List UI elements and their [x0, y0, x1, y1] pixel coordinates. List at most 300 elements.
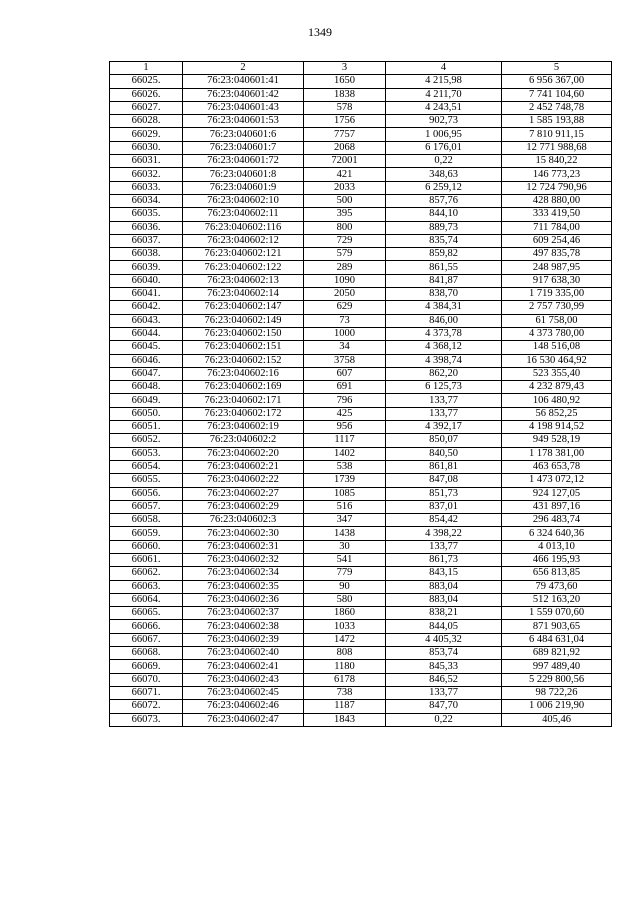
table-body [110, 75, 612, 727]
table-row [110, 155, 612, 168]
row-number-cell: 66058. [110, 514, 183, 527]
area-cell: 1187 [304, 700, 386, 713]
table-row [110, 487, 612, 500]
row-number-cell: 66034. [110, 194, 183, 207]
area-cell: 3758 [304, 354, 386, 367]
value-cell: 6 324 640,36 [502, 527, 612, 540]
rate-cell: 846,52 [386, 673, 502, 686]
table-row [110, 633, 612, 646]
table-row [110, 208, 612, 221]
value-cell: 98 722,26 [502, 686, 612, 699]
rate-cell: 844,05 [386, 620, 502, 633]
area-cell: 607 [304, 367, 386, 380]
value-cell: 146 773,23 [502, 168, 612, 181]
table-row [110, 474, 612, 487]
cadastral-number-cell: 76:23:040602:34 [183, 567, 304, 580]
cadastral-number-cell: 76:23:040602:39 [183, 633, 304, 646]
area-cell: 347 [304, 514, 386, 527]
rate-cell: 883,04 [386, 580, 502, 593]
table-row [110, 434, 612, 447]
area-cell: 1843 [304, 713, 386, 726]
row-number-cell: 66053. [110, 447, 183, 460]
rate-cell: 851,73 [386, 487, 502, 500]
area-cell: 289 [304, 261, 386, 274]
row-number-cell: 66057. [110, 500, 183, 513]
rate-cell: 0,22 [386, 713, 502, 726]
cadastral-number-cell: 76:23:040602:35 [183, 580, 304, 593]
table-row [110, 553, 612, 566]
area-cell: 800 [304, 221, 386, 234]
value-cell: 4 198 914,52 [502, 421, 612, 434]
rate-cell: 862,20 [386, 367, 502, 380]
cadastral-number-cell: 76:23:040602:151 [183, 341, 304, 354]
area-cell: 1085 [304, 487, 386, 500]
row-number-cell: 66059. [110, 527, 183, 540]
rate-cell: 133,77 [386, 407, 502, 420]
area-cell: 6178 [304, 673, 386, 686]
area-cell: 1739 [304, 474, 386, 487]
row-number-cell: 66029. [110, 128, 183, 141]
value-cell: 689 821,92 [502, 647, 612, 660]
row-number-cell: 66070. [110, 673, 183, 686]
value-cell: 1 719 335,00 [502, 288, 612, 301]
cadastral-number-cell: 76:23:040602:43 [183, 673, 304, 686]
value-cell: 296 483,74 [502, 514, 612, 527]
area-cell: 7757 [304, 128, 386, 141]
row-number-cell: 66060. [110, 540, 183, 553]
value-cell: 924 127,05 [502, 487, 612, 500]
cadastral-number-cell: 76:23:040601:53 [183, 115, 304, 128]
value-cell: 656 813,85 [502, 567, 612, 580]
value-cell: 1 585 193,88 [502, 115, 612, 128]
table-row [110, 447, 612, 460]
row-number-cell: 66051. [110, 421, 183, 434]
cadastral-number-cell: 76:23:040602:22 [183, 474, 304, 487]
table-row [110, 194, 612, 207]
value-cell: 12 771 988,68 [502, 141, 612, 154]
table-row [110, 101, 612, 114]
rate-cell: 841,87 [386, 274, 502, 287]
table-row [110, 460, 612, 473]
rate-cell: 902,73 [386, 115, 502, 128]
rate-cell: 133,77 [386, 686, 502, 699]
rate-cell: 4 398,74 [386, 354, 502, 367]
table-row [110, 274, 612, 287]
row-number-cell: 66050. [110, 407, 183, 420]
row-number-cell: 66065. [110, 607, 183, 620]
cadastral-number-cell: 76:23:040602:149 [183, 314, 304, 327]
rate-cell: 837,01 [386, 500, 502, 513]
table-row [110, 700, 612, 713]
rate-cell: 843,15 [386, 567, 502, 580]
table-row [110, 527, 612, 540]
rate-cell: 861,73 [386, 553, 502, 566]
value-cell: 61 758,00 [502, 314, 612, 327]
cadastral-number-cell: 76:23:040601:8 [183, 168, 304, 181]
area-cell: 516 [304, 500, 386, 513]
table-row [110, 713, 612, 726]
value-cell: 609 254,46 [502, 234, 612, 247]
rate-cell: 861,81 [386, 460, 502, 473]
cadastral-number-cell: 76:23:040602:169 [183, 381, 304, 394]
value-cell: 428 880,00 [502, 194, 612, 207]
table-row [110, 327, 612, 340]
table-row [110, 580, 612, 593]
rate-cell: 348,63 [386, 168, 502, 181]
rate-cell: 4 398,22 [386, 527, 502, 540]
row-number-cell: 66068. [110, 647, 183, 660]
area-cell: 30 [304, 540, 386, 553]
value-cell: 2 757 730,99 [502, 301, 612, 314]
value-cell: 12 724 790,96 [502, 181, 612, 194]
header-row [110, 62, 612, 75]
cadastral-number-cell: 76:23:040602:13 [183, 274, 304, 287]
table-row [110, 500, 612, 513]
table-row [110, 248, 612, 261]
cadastral-number-cell: 76:23:040602:19 [183, 421, 304, 434]
area-cell: 1838 [304, 88, 386, 101]
cadastral-number-cell: 76:23:040602:40 [183, 647, 304, 660]
area-cell: 779 [304, 567, 386, 580]
table-row [110, 234, 612, 247]
rate-cell: 883,04 [386, 593, 502, 606]
rate-cell: 857,76 [386, 194, 502, 207]
row-number-cell: 66072. [110, 700, 183, 713]
table-row [110, 593, 612, 606]
value-cell: 871 903,65 [502, 620, 612, 633]
table-row [110, 394, 612, 407]
cadastral-number-cell: 76:23:040602:172 [183, 407, 304, 420]
area-cell: 1117 [304, 434, 386, 447]
cadastral-number-cell: 76:23:040601:7 [183, 141, 304, 154]
table-row [110, 540, 612, 553]
cadastral-number-cell: 76:23:040602:38 [183, 620, 304, 633]
table-row [110, 75, 612, 88]
table-row [110, 88, 612, 101]
table-row [110, 168, 612, 181]
row-number-cell: 66061. [110, 553, 183, 566]
area-cell: 1033 [304, 620, 386, 633]
area-cell: 2050 [304, 288, 386, 301]
row-number-cell: 66025. [110, 75, 183, 88]
rate-cell: 4 211,70 [386, 88, 502, 101]
area-cell: 90 [304, 580, 386, 593]
rate-cell: 4 405,32 [386, 633, 502, 646]
row-number-cell: 66071. [110, 686, 183, 699]
table-row [110, 301, 612, 314]
row-number-cell: 66041. [110, 288, 183, 301]
table-row [110, 288, 612, 301]
table-row [110, 141, 612, 154]
area-cell: 729 [304, 234, 386, 247]
rate-cell: 1 006,95 [386, 128, 502, 141]
cadastral-number-cell: 76:23:040602:47 [183, 713, 304, 726]
table-row [110, 686, 612, 699]
cadastral-number-cell: 76:23:040601:42 [183, 88, 304, 101]
row-number-cell: 66027. [110, 101, 183, 114]
area-cell: 738 [304, 686, 386, 699]
table-row [110, 647, 612, 660]
area-cell: 956 [304, 421, 386, 434]
row-number-cell: 66066. [110, 620, 183, 633]
cadastral-number-cell: 76:23:040602:116 [183, 221, 304, 234]
table-row [110, 128, 612, 141]
area-cell: 421 [304, 168, 386, 181]
cadastral-number-cell: 76:23:040602:16 [183, 367, 304, 380]
cadastral-number-cell: 76:23:040602:37 [183, 607, 304, 620]
value-cell: 4 373 780,00 [502, 327, 612, 340]
value-cell: 405,46 [502, 713, 612, 726]
rate-cell: 835,74 [386, 234, 502, 247]
area-cell: 395 [304, 208, 386, 221]
area-cell: 1472 [304, 633, 386, 646]
value-cell: 79 473,60 [502, 580, 612, 593]
value-cell: 512 163,20 [502, 593, 612, 606]
column-header: 1 [110, 62, 183, 75]
cadastral-number-cell: 76:23:040602:3 [183, 514, 304, 527]
area-cell: 541 [304, 553, 386, 566]
rate-cell: 846,00 [386, 314, 502, 327]
row-number-cell: 66028. [110, 115, 183, 128]
area-cell: 2033 [304, 181, 386, 194]
cadastral-number-cell: 76:23:040602:11 [183, 208, 304, 221]
rate-cell: 854,42 [386, 514, 502, 527]
value-cell: 7 741 104,60 [502, 88, 612, 101]
cadastral-number-cell: 76:23:040602:36 [183, 593, 304, 606]
area-cell: 691 [304, 381, 386, 394]
value-cell: 1 559 070,60 [502, 607, 612, 620]
row-number-cell: 66040. [110, 274, 183, 287]
area-cell: 579 [304, 248, 386, 261]
value-cell: 1 178 381,00 [502, 447, 612, 460]
cadastral-number-cell: 76:23:040601:72 [183, 155, 304, 168]
rate-cell: 133,77 [386, 540, 502, 553]
rate-cell: 4 384,31 [386, 301, 502, 314]
area-cell: 1000 [304, 327, 386, 340]
table-row [110, 181, 612, 194]
table-row [110, 341, 612, 354]
column-header: 4 [386, 62, 502, 75]
table-row [110, 381, 612, 394]
rate-cell: 859,82 [386, 248, 502, 261]
value-cell: 1 473 072,12 [502, 474, 612, 487]
cadastral-number-cell: 76:23:040602:21 [183, 460, 304, 473]
rate-cell: 847,70 [386, 700, 502, 713]
column-header: 5 [502, 62, 612, 75]
area-cell: 580 [304, 593, 386, 606]
row-number-cell: 66047. [110, 367, 183, 380]
value-cell: 711 784,00 [502, 221, 612, 234]
value-cell: 106 480,92 [502, 394, 612, 407]
row-number-cell: 66044. [110, 327, 183, 340]
value-cell: 1 006 219,90 [502, 700, 612, 713]
cadastral-number-cell: 76:23:040601:9 [183, 181, 304, 194]
row-number-cell: 66039. [110, 261, 183, 274]
page-number: 1349 [308, 25, 332, 39]
row-number-cell: 66038. [110, 248, 183, 261]
cadastral-number-cell: 76:23:040602:45 [183, 686, 304, 699]
area-cell: 629 [304, 301, 386, 314]
table-row [110, 514, 612, 527]
value-cell: 4 013,10 [502, 540, 612, 553]
value-cell: 2 452 748,78 [502, 101, 612, 114]
column-header: 2 [183, 62, 304, 75]
rate-cell: 4 373,78 [386, 327, 502, 340]
table-row [110, 421, 612, 434]
rate-cell: 845,33 [386, 660, 502, 673]
area-cell: 538 [304, 460, 386, 473]
row-number-cell: 66067. [110, 633, 183, 646]
row-number-cell: 66037. [110, 234, 183, 247]
rate-cell: 853,74 [386, 647, 502, 660]
cadastral-number-cell: 76:23:040602:150 [183, 327, 304, 340]
area-cell: 72001 [304, 155, 386, 168]
rate-cell: 4 368,12 [386, 341, 502, 354]
rate-cell: 861,55 [386, 261, 502, 274]
area-cell: 578 [304, 101, 386, 114]
value-cell: 431 897,16 [502, 500, 612, 513]
row-number-cell: 66062. [110, 567, 183, 580]
rate-cell: 847,08 [386, 474, 502, 487]
area-cell: 1860 [304, 607, 386, 620]
area-cell: 1756 [304, 115, 386, 128]
value-cell: 16 530 464,92 [502, 354, 612, 367]
value-cell: 997 489,40 [502, 660, 612, 673]
cadastral-number-cell: 76:23:040602:12 [183, 234, 304, 247]
area-cell: 796 [304, 394, 386, 407]
value-cell: 949 528,19 [502, 434, 612, 447]
value-cell: 148 516,08 [502, 341, 612, 354]
area-cell: 500 [304, 194, 386, 207]
value-cell: 466 195,93 [502, 553, 612, 566]
row-number-cell: 66026. [110, 88, 183, 101]
row-number-cell: 66042. [110, 301, 183, 314]
value-cell: 497 835,78 [502, 248, 612, 261]
rate-cell: 4 215,98 [386, 75, 502, 88]
value-cell: 917 638,30 [502, 274, 612, 287]
row-number-cell: 66069. [110, 660, 183, 673]
cadastral-number-cell: 76:23:040602:152 [183, 354, 304, 367]
row-number-cell: 66056. [110, 487, 183, 500]
cadastral-number-cell: 76:23:040602:31 [183, 540, 304, 553]
value-cell: 333 419,50 [502, 208, 612, 221]
value-cell: 7 810 911,15 [502, 128, 612, 141]
value-cell: 15 840,22 [502, 155, 612, 168]
table-row [110, 115, 612, 128]
rate-cell: 6 176,01 [386, 141, 502, 154]
cadastral-number-cell: 76:23:040602:32 [183, 553, 304, 566]
area-cell: 1090 [304, 274, 386, 287]
rate-cell: 6 259,12 [386, 181, 502, 194]
cadastral-number-cell: 76:23:040602:121 [183, 248, 304, 261]
rate-cell: 844,10 [386, 208, 502, 221]
area-cell: 1438 [304, 527, 386, 540]
row-number-cell: 66055. [110, 474, 183, 487]
rate-cell: 838,21 [386, 607, 502, 620]
cadastral-number-cell: 76:23:040602:122 [183, 261, 304, 274]
cadastral-number-cell: 76:23:040602:27 [183, 487, 304, 500]
value-cell: 463 653,78 [502, 460, 612, 473]
table-row [110, 407, 612, 420]
row-number-cell: 66043. [110, 314, 183, 327]
table-row [110, 261, 612, 274]
table-row [110, 367, 612, 380]
table-row [110, 607, 612, 620]
cadastral-number-cell: 76:23:040602:2 [183, 434, 304, 447]
rate-cell: 850,07 [386, 434, 502, 447]
value-cell: 248 987,95 [502, 261, 612, 274]
row-number-cell: 66054. [110, 460, 183, 473]
row-number-cell: 66031. [110, 155, 183, 168]
cadastral-table [109, 61, 612, 727]
row-number-cell: 66048. [110, 381, 183, 394]
cadastral-number-cell: 76:23:040602:171 [183, 394, 304, 407]
cadastral-number-cell: 76:23:040602:46 [183, 700, 304, 713]
area-cell: 425 [304, 407, 386, 420]
row-number-cell: 66063. [110, 580, 183, 593]
row-number-cell: 66052. [110, 434, 183, 447]
area-cell: 1650 [304, 75, 386, 88]
value-cell: 56 852,25 [502, 407, 612, 420]
row-number-cell: 66035. [110, 208, 183, 221]
row-number-cell: 66045. [110, 341, 183, 354]
cadastral-number-cell: 76:23:040601:43 [183, 101, 304, 114]
rate-cell: 6 125,73 [386, 381, 502, 394]
rate-cell: 4 243,51 [386, 101, 502, 114]
value-cell: 5 229 800,56 [502, 673, 612, 686]
rate-cell: 0,22 [386, 155, 502, 168]
rate-cell: 838,70 [386, 288, 502, 301]
cadastral-number-cell: 76:23:040602:30 [183, 527, 304, 540]
value-cell: 4 232 879,43 [502, 381, 612, 394]
value-cell: 523 355,40 [502, 367, 612, 380]
area-cell: 808 [304, 647, 386, 660]
row-number-cell: 66036. [110, 221, 183, 234]
cadastral-number-cell: 76:23:040602:20 [183, 447, 304, 460]
value-cell: 6 484 631,04 [502, 633, 612, 646]
row-number-cell: 66030. [110, 141, 183, 154]
table-row [110, 314, 612, 327]
row-number-cell: 66032. [110, 168, 183, 181]
cadastral-number-cell: 76:23:040602:41 [183, 660, 304, 673]
rate-cell: 889,73 [386, 221, 502, 234]
row-number-cell: 66073. [110, 713, 183, 726]
row-number-cell: 66049. [110, 394, 183, 407]
area-cell: 73 [304, 314, 386, 327]
cadastral-number-cell: 76:23:040602:29 [183, 500, 304, 513]
cadastral-number-cell: 76:23:040601:41 [183, 75, 304, 88]
rate-cell: 133,77 [386, 394, 502, 407]
row-number-cell: 66033. [110, 181, 183, 194]
cadastral-number-cell: 76:23:040601:6 [183, 128, 304, 141]
area-cell: 2068 [304, 141, 386, 154]
table-row [110, 620, 612, 633]
cadastral-number-cell: 76:23:040602:147 [183, 301, 304, 314]
table-row [110, 354, 612, 367]
table-row [110, 660, 612, 673]
table-row [110, 673, 612, 686]
value-cell: 6 956 367,00 [502, 75, 612, 88]
area-cell: 1180 [304, 660, 386, 673]
table-row [110, 221, 612, 234]
table-row [110, 567, 612, 580]
row-number-cell: 66046. [110, 354, 183, 367]
cadastral-number-cell: 76:23:040602:10 [183, 194, 304, 207]
rate-cell: 4 392,17 [386, 421, 502, 434]
row-number-cell: 66064. [110, 593, 183, 606]
column-header: 3 [304, 62, 386, 75]
cadastral-number-cell: 76:23:040602:14 [183, 288, 304, 301]
